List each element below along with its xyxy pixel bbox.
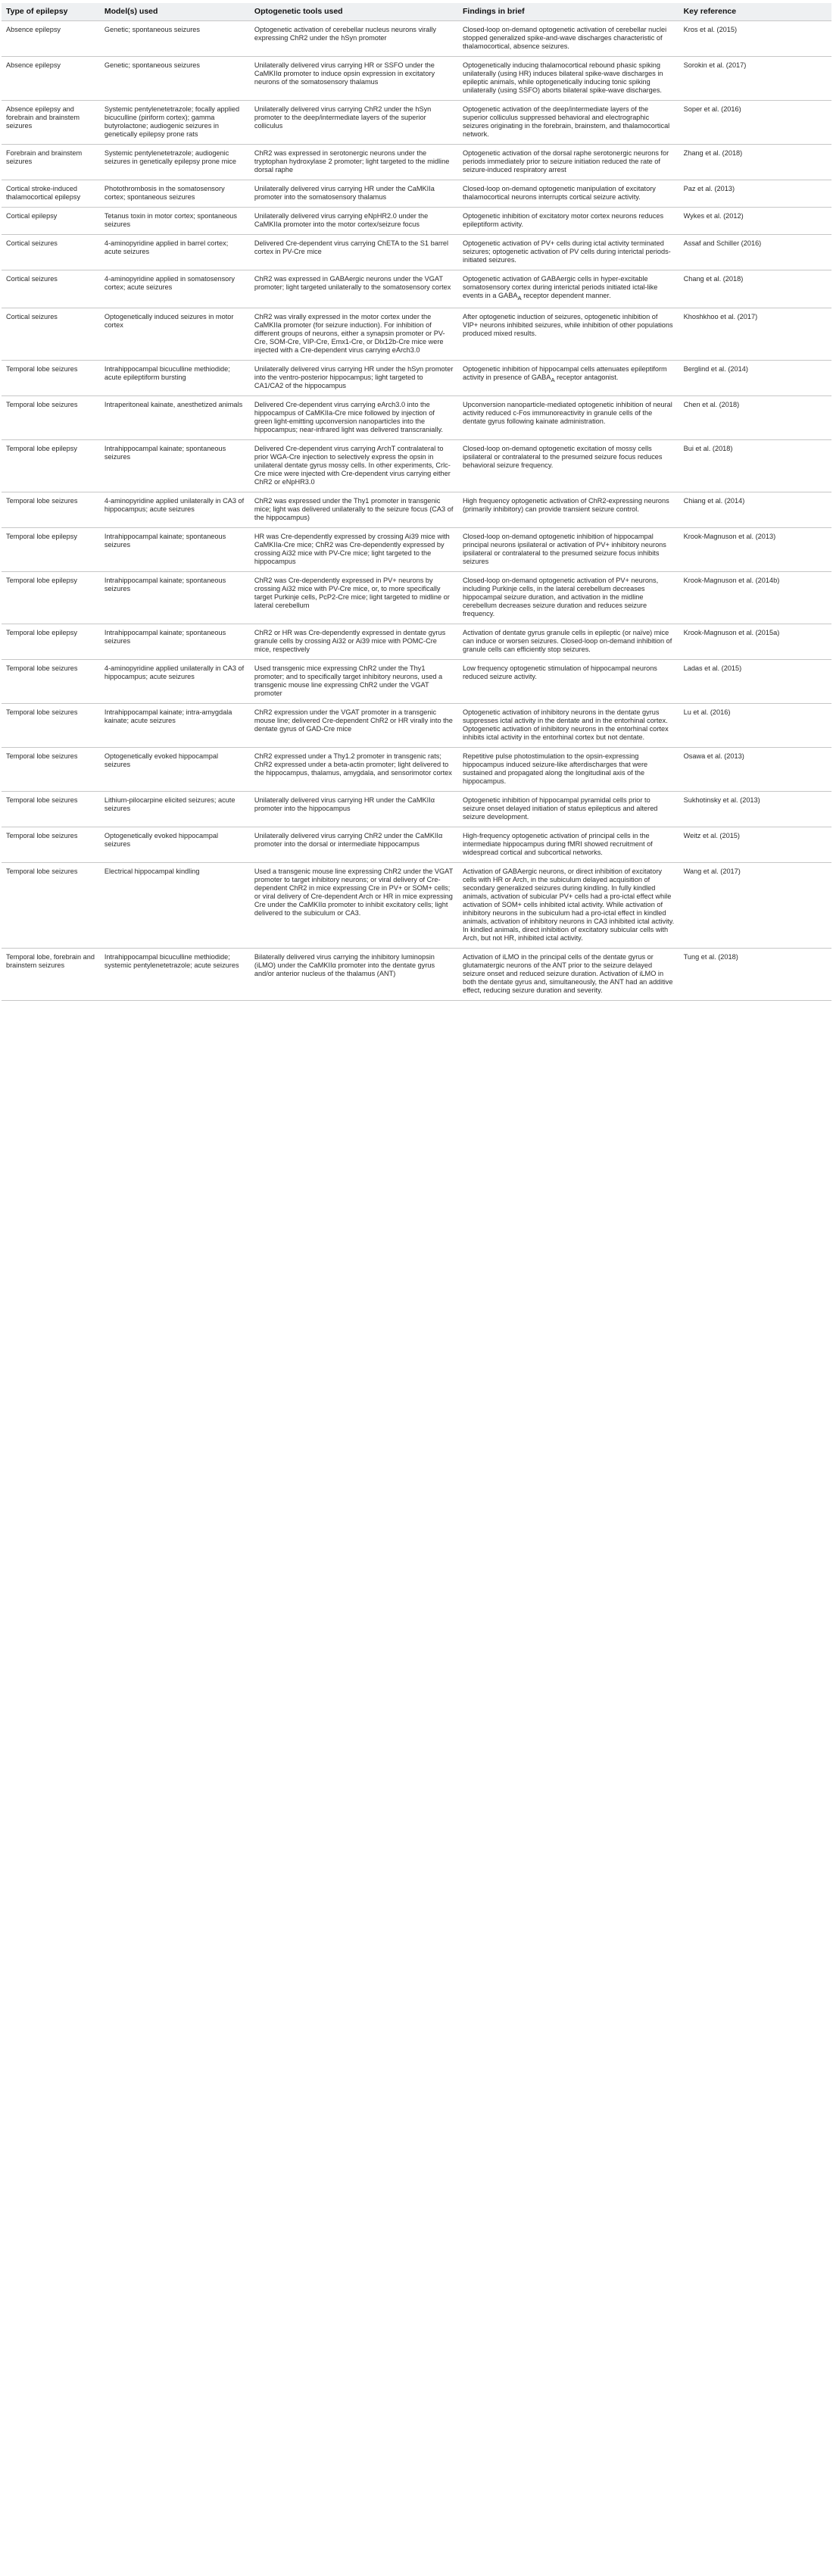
table-row [2, 308, 831, 360]
table-row [2, 862, 831, 948]
cell-key-reference: Krook-Magnuson et al. (2015a) [679, 624, 831, 659]
cell-key-reference: Krook-Magnuson et al. (2013) [679, 527, 831, 571]
cell-key-reference: Weitz et al. (2015) [679, 827, 831, 862]
cell-models-used: Intrahippocampal kainate; spontaneous seizures [100, 624, 250, 659]
cell-findings: Optogenetic activation of PV+ cells during ictal activity terminated seizures; optogenetic activation of PV cells during interictal periods-initiated seizures. [458, 235, 679, 270]
table-body [2, 21, 831, 1001]
cell-findings: Optogenetically inducing thalamocortical rebound phasic spiking unilaterally (using HR) induces bilateral spike-wave discharges in epileptic animals, while optogenetically inducing tonic spiking unilaterally (using SSFO) aborts bilateral spike-wave discharges. [458, 57, 679, 101]
table-row [2, 208, 831, 235]
cell-models-used: 4-aminopyridine applied unilaterally in CA3 of hippocampus; acute seizures [100, 659, 250, 703]
table-row [2, 395, 831, 439]
cell-key-reference: Chen et al. (2018) [679, 395, 831, 439]
table-row [2, 948, 831, 1000]
header-key-reference: Key reference [679, 3, 831, 21]
table-row [2, 827, 831, 862]
cell-models-used: 4-aminopyridine applied in somatosensory cortex; acute seizures [100, 270, 250, 308]
table-row [2, 703, 831, 747]
cell-type-of-epilepsy: Temporal lobe seizures [2, 791, 100, 827]
cell-type-of-epilepsy: Cortical stroke-induced thalamocortical epilepsy [2, 180, 100, 208]
cell-optogenetic-tools: Unilaterally delivered virus carrying eNpHR2.0 under the CaMKIIa promoter into the motor cortex/seizure focus [250, 208, 458, 235]
table-row [2, 571, 831, 624]
cell-optogenetic-tools: ChR2 expressed under a Thy1.2 promoter in transgenic rats; ChR2 expressed under a beta-actin promoter; light delivered to the hippocampus, thalamus, amygdala, and sensorimotor cortex [250, 747, 458, 791]
cell-optogenetic-tools: Unilaterally delivered virus carrying HR under the hSyn promoter into the ventro-posterior hippocampus; light targeted to CA1/CA2 of the hippocampus [250, 360, 458, 395]
cell-optogenetic-tools: ChR2 was expressed in GABAergic neurons under the VGAT promoter; light targeted unilaterally to the somatosensory cortex [250, 270, 458, 308]
table-row [2, 180, 831, 208]
cell-models-used: Intraperitoneal kainate, anesthetized animals [100, 395, 250, 439]
cell-findings: Activation of iLMO in the principal cells of the dentate gyrus or glutamatergic neurons of the ANT prior to the seizure delayed seizure onset and reduced seizure duration. Activation of iLMO in both the dentate gyrus and, simultaneously, the ANT had an additive effect, reducing seizure duration and severity. [458, 948, 679, 1000]
cell-models-used: Intrahippocampal kainate; intra-amygdala kainate; acute seizures [100, 703, 250, 747]
cell-models-used: Lithium-pilocarpine elicited seizures; acute seizures [100, 791, 250, 827]
cell-key-reference: Sukhotinsky et al. (2013) [679, 791, 831, 827]
cell-optogenetic-tools: Delivered Cre-dependent virus carrying ChETA to the S1 barrel cortex in PV-Cre mice [250, 235, 458, 270]
cell-type-of-epilepsy: Temporal lobe epilepsy [2, 571, 100, 624]
cell-type-of-epilepsy: Temporal lobe epilepsy [2, 624, 100, 659]
cell-models-used: Systemic pentylenetetrazole; focally applied bicuculline (piriform cortex); gamma butyrolactone; audiogenic seizures in genetically epilepsy prone rats [100, 101, 250, 145]
cell-type-of-epilepsy: Temporal lobe, forebrain and brainstem seizures [2, 948, 100, 1000]
cell-models-used: Intrahippocampal kainate; spontaneous seizures [100, 527, 250, 571]
cell-optogenetic-tools: Delivered Cre-dependent virus carrying ArchT contralateral to prior WGA-Cre injection to selectively express the opsin in unilateral dentate gyrus mossy cells. In other experiments, Crlc-Cre mice were injected with Cre-dependent virus carrying either ChR2 or eNpHR3.0 [250, 439, 458, 492]
cell-models-used: Optogenetically induced seizures in motor cortex [100, 308, 250, 360]
cell-findings: Closed-loop on-demand optogenetic inhibition of hippocampal principal neurons ipsilateral or activation of PV+ inhibitory neurons ipsilateral or contralateral to the presumed seizure focus inhibits seizures [458, 527, 679, 571]
cell-optogenetic-tools: Delivered Cre-dependent virus carrying eArch3.0 into the hippocampus of CaMKIIa-Cre mice followed by injection of green light-emitting upconversion nanoparticles into the hippocampus; near-infrared light was delivered transcranially. [250, 395, 458, 439]
cell-findings: Optogenetic inhibition of hippocampal pyramidal cells prior to seizure onset delayed initiation of status epilepticus and altered seizure development. [458, 791, 679, 827]
cell-findings: Activation of dentate gyrus granule cells in epileptic (or naïve) mice can induce or worsen seizures. Closed-loop on-demand inhibition of granule cells can efficiently stop seizures. [458, 624, 679, 659]
table-row [2, 101, 831, 145]
cell-type-of-epilepsy: Temporal lobe seizures [2, 747, 100, 791]
cell-key-reference: Sorokin et al. (2017) [679, 57, 831, 101]
cell-findings: Activation of GABAergic neurons, or direct inhibition of excitatory cells with HR or Arch, in the subiculum delayed acquisition of secondary generalized seizures during kindling. In fully kindled animals, activation of subicular PV+ cells had a pro-ictal effect while activation of SOM+ cells inhibited ictal activity. While activation of inhibitory neurons in the subiculum had a pro-ictal effect in kindled animals, activation of inhibitory neurons in CA3 inhibited ictal activity. In kindled animals, direct inhibition of excitatory subicular cells with Arch, but not HR, inhibited ictal activity. [458, 862, 679, 948]
cell-type-of-epilepsy: Temporal lobe seizures [2, 703, 100, 747]
cell-optogenetic-tools: Unilaterally delivered virus carrying HR or SSFO under the CaMKIIα promoter to induce opsin expression in excitatory neurons of the somatosensory thalamus [250, 57, 458, 101]
cell-optogenetic-tools: Used a transgenic mouse line expressing ChR2 under the VGAT promoter to target inhibitory neurons; or viral delivery of Cre-dependent ChR2 in mice expressing Cre in PV+ or SOM+ cells; or viral delivery of Cre-dependent Arch or HR in mice expressing Cre under the CaMKIIα promoter to inhibit excitatory cells; light delivered to the subiculum or CA3. [250, 862, 458, 948]
document-page [0, 0, 833, 1001]
cell-optogenetic-tools: ChR2 was Cre-dependently expressed in PV+ neurons by crossing Ai32 mice with PV-Cre mice, or, to more specifically target Purkinje cells, PcP2-Cre mice; light targeted to midline or lateral cerebellum [250, 571, 458, 624]
cell-key-reference: Chiang et al. (2014) [679, 492, 831, 527]
cell-findings: Optogenetic inhibition of hippocampal cells attenuates epileptiform activity in presence of $GABA_A$ receptor antagonist. [458, 360, 679, 395]
table-row [2, 747, 831, 791]
cell-findings: After optogenetic induction of seizures, optogenetic inhibition of VIP+ neurons inhibited seizures, while inhibition of other populations produced mixed results. [458, 308, 679, 360]
cell-type-of-epilepsy: Absence epilepsy and forebrain and brainstem seizures [2, 101, 100, 145]
cell-findings: Optogenetic activation of GABAergic cells in hyper-excitable somatosensory cortex during interictal periods initiated ictal-like events in a $GABA_A$ receptor dependent manner. [458, 270, 679, 308]
cell-optogenetic-tools: ChR2 was expressed in serotonergic neurons under the tryptophan hydroxylase 2 promoter; light targeted to the midline dorsal raphe [250, 145, 458, 180]
cell-key-reference: Wang et al. (2017) [679, 862, 831, 948]
cell-findings: High-frequency optogenetic activation of principal cells in the intermediate hippocampus during fMRI showed recruitment of widespread cortical and subcortical networks. [458, 827, 679, 862]
cell-models-used: Intrahippocampal kainate; spontaneous seizures [100, 439, 250, 492]
cell-models-used: 4-aminopyridine applied unilaterally in CA3 of hippocampus; acute seizures [100, 492, 250, 527]
cell-key-reference: Krook-Magnuson et al. (2014b) [679, 571, 831, 624]
cell-optogenetic-tools: Bilaterally delivered virus carrying the inhibitory luminopsin (iLMO) under the CaMKIIα promoter into the dentate gyrus and/or anterior nucleus of the thalamus (ANT) [250, 948, 458, 1000]
cell-key-reference: Assaf and Schiller (2016) [679, 235, 831, 270]
table-row [2, 145, 831, 180]
table-row [2, 791, 831, 827]
cell-key-reference: Khoshkhoo et al. (2017) [679, 308, 831, 360]
cell-optogenetic-tools: Unilaterally delivered virus carrying HR under the CaMKIIa promoter into the somatosensory thalamus [250, 180, 458, 208]
cell-findings: High frequency optogenetic activation of ChR2-expressing neurons (primarily inhibitory) can provide transient seizure control. [458, 492, 679, 527]
cell-key-reference: Chang et al. (2018) [679, 270, 831, 308]
table-row [2, 492, 831, 527]
cell-models-used: Genetic; spontaneous seizures [100, 57, 250, 101]
table-row [2, 439, 831, 492]
table-row [2, 235, 831, 270]
table-row [2, 527, 831, 571]
cell-models-used: Intrahippocampal bicuculline methiodide; systemic pentylenetetrazole; acute seizures [100, 948, 250, 1000]
cell-findings: Upconversion nanoparticle-mediated optogenetic inhibition of neural activity reduced c-Fos immunoreactivity in granule cells of the dentate gyrus following kainate administration. [458, 395, 679, 439]
cell-models-used: Intrahippocampal bicuculline methiodide; acute epileptiform bursting [100, 360, 250, 395]
cell-key-reference: Wykes et al. (2012) [679, 208, 831, 235]
cell-models-used: Optogenetically evoked hippocampal seizures [100, 827, 250, 862]
cell-models-used: 4-aminopyridine applied in barrel cortex; acute seizures [100, 235, 250, 270]
cell-type-of-epilepsy: Forebrain and brainstem seizures [2, 145, 100, 180]
cell-findings: Optogenetic activation of inhibitory neurons in the dentate gyrus suppresses ictal activity in the dentate and in the entorhinal cortex. Optogenetic activation of inhibitory neurons in the entorhinal cortex inhibits ictal activity in the entorhinal cortex but not dentate. [458, 703, 679, 747]
cell-models-used: Tetanus toxin in motor cortex; spontaneous seizures [100, 208, 250, 235]
cell-optogenetic-tools: Unilaterally delivered virus carrying HR under the CaMKIIα promoter into the hippocampus [250, 791, 458, 827]
cell-findings: Closed-loop on-demand optogenetic activation of cerebellar nuclei stopped generalized spike-and-wave discharges characteristic of thalamocortical, absence seizures. [458, 21, 679, 57]
cell-type-of-epilepsy: Cortical seizures [2, 235, 100, 270]
cell-key-reference: Kros et al. (2015) [679, 21, 831, 57]
header-row [2, 3, 831, 21]
cell-findings: Optogenetic inhibition of excitatory motor cortex neurons reduces epileptiform activity. [458, 208, 679, 235]
table-row [2, 360, 831, 395]
cell-key-reference: Ladas et al. (2015) [679, 659, 831, 703]
header-findings: Findings in brief [458, 3, 679, 21]
cell-type-of-epilepsy: Temporal lobe seizures [2, 827, 100, 862]
cell-findings: Low frequency optogenetic stimulation of hippocampal neurons reduced seizure activity. [458, 659, 679, 703]
cell-models-used: Systemic pentylenetetrazole; audiogenic seizures in genetically epilepsy prone mice [100, 145, 250, 180]
table-row [2, 57, 831, 101]
cell-type-of-epilepsy: Temporal lobe seizures [2, 492, 100, 527]
cell-type-of-epilepsy: Absence epilepsy [2, 57, 100, 101]
cell-type-of-epilepsy: Temporal lobe epilepsy [2, 527, 100, 571]
cell-optogenetic-tools: Unilaterally delivered virus carrying ChR2 under the CaMKIIα promoter into the dorsal or intermediate hippocampus [250, 827, 458, 862]
table-header [2, 3, 831, 21]
cell-models-used: Electrical hippocampal kindling [100, 862, 250, 948]
cell-type-of-epilepsy: Cortical seizures [2, 270, 100, 308]
cell-findings: Closed-loop on-demand optogenetic activation of PV+ neurons, including Purkinje cells, in the lateral cerebellum decreases hippocampal seizure duration, and activation in the midline cerebellum decreases seizure duration and reduces seizure frequency. [458, 571, 679, 624]
table-row [2, 270, 831, 308]
cell-optogenetic-tools: ChR2 was virally expressed in the motor cortex under the CaMKIIa promoter (for seizure induction). For inhibition of different groups of neurons, either a synapsin promoter or PV-Cre, SOM-Cre, VIP-Cre, Emx1-Cre, or Dlx12b-Cre mice were injected with a Cre-dependent virus carrying eArch3.0 [250, 308, 458, 360]
cell-findings: Optogenetic activation of the dorsal raphe serotonergic neurons for periods immediately prior to seizure initiation reduced the rate of seizure-induced respiratory arrest [458, 145, 679, 180]
cell-optogenetic-tools: ChR2 expression under the VGAT promoter in a transgenic mouse line; delivered Cre-dependent ChR2 or HR virally into the dentate gyrus of GAD-Cre mice [250, 703, 458, 747]
table-row [2, 624, 831, 659]
cell-type-of-epilepsy: Absence epilepsy [2, 21, 100, 57]
cell-type-of-epilepsy: Temporal lobe seizures [2, 395, 100, 439]
cell-optogenetic-tools: Used transgenic mice expressing ChR2 under the Thy1 promoter; and to specifically target inhibitory neurons, used a transgenic mouse line expressing ChR2 under the VGAT promoter [250, 659, 458, 703]
cell-models-used: Genetic; spontaneous seizures [100, 21, 250, 57]
cell-models-used: Optogenetically evoked hippocampal seizures [100, 747, 250, 791]
cell-key-reference: Tung et al. (2018) [679, 948, 831, 1000]
cell-optogenetic-tools: ChR2 or HR was Cre-dependently expressed in dentate gyrus granule cells by crossing Ai32 or Ai39 mice with POMC-Cre mice, respectively [250, 624, 458, 659]
cell-findings: Closed-loop on-demand optogenetic excitation of mossy cells ipsilateral or contralateral to the presumed seizure focus reduces behavioral seizure frequency. [458, 439, 679, 492]
cell-type-of-epilepsy: Temporal lobe seizures [2, 659, 100, 703]
table-row [2, 21, 831, 57]
cell-type-of-epilepsy: Temporal lobe seizures [2, 360, 100, 395]
cell-findings: Closed-loop on-demand optogenetic manipulation of excitatory thalamocortical neurons interrupts cortical seizure activity. [458, 180, 679, 208]
cell-optogenetic-tools: ChR2 was expressed under the Thy1 promoter in transgenic mice; light was delivered unilaterally to the seizure focus (CA3 of the hippocampus) [250, 492, 458, 527]
cell-optogenetic-tools: HR was Cre-dependently expressed by crossing Ai39 mice with CaMKIIa-Cre mice; ChR2 was Cre-dependently expressed by crossing Ai32 mice with PV-Cre mice; light targeted to the hippocampus [250, 527, 458, 571]
cell-key-reference: Lu et al. (2016) [679, 703, 831, 747]
cell-type-of-epilepsy: Temporal lobe epilepsy [2, 439, 100, 492]
cell-key-reference: Paz et al. (2013) [679, 180, 831, 208]
cell-key-reference: Berglind et al. (2014) [679, 360, 831, 395]
header-optogenetic-tools: Optogenetic tools used [250, 3, 458, 21]
cell-type-of-epilepsy: Cortical seizures [2, 308, 100, 360]
cell-findings: Repetitive pulse photostimulation to the opsin-expressing hippocampus induced seizure-like afterdischarges that were sustained and propagated along the longitudinal axis of the hippocampus. [458, 747, 679, 791]
header-models-used: Model(s) used [100, 3, 250, 21]
cell-models-used: Photothrombosis in the somatosensory cortex; spontaneous seizures [100, 180, 250, 208]
cell-type-of-epilepsy: Cortical epilepsy [2, 208, 100, 235]
cell-type-of-epilepsy: Temporal lobe seizures [2, 862, 100, 948]
epilepsy-optogenetics-table [2, 3, 831, 1001]
cell-key-reference: Osawa et al. (2013) [679, 747, 831, 791]
cell-findings: Optogenetic activation of the deep/intermediate layers of the superior colliculus suppressed behavioral and electrographic seizures originating in the forebrain, brainstem, and thalamocortical network. [458, 101, 679, 145]
cell-key-reference: Soper et al. (2016) [679, 101, 831, 145]
table-row [2, 659, 831, 703]
cell-models-used: Intrahippocampal kainate; spontaneous seizures [100, 571, 250, 624]
cell-key-reference: Zhang et al. (2018) [679, 145, 831, 180]
cell-optogenetic-tools: Unilaterally delivered virus carrying ChR2 under the hSyn promoter to the deep/intermediate layers of the superior colliculus [250, 101, 458, 145]
cell-optogenetic-tools: Optogenetic activation of cerebellar nucleus neurons virally expressing ChR2 under the hSyn promoter [250, 21, 458, 57]
header-type-of-epilepsy: Type of epilepsy [2, 3, 100, 21]
cell-key-reference: Bui et al. (2018) [679, 439, 831, 492]
